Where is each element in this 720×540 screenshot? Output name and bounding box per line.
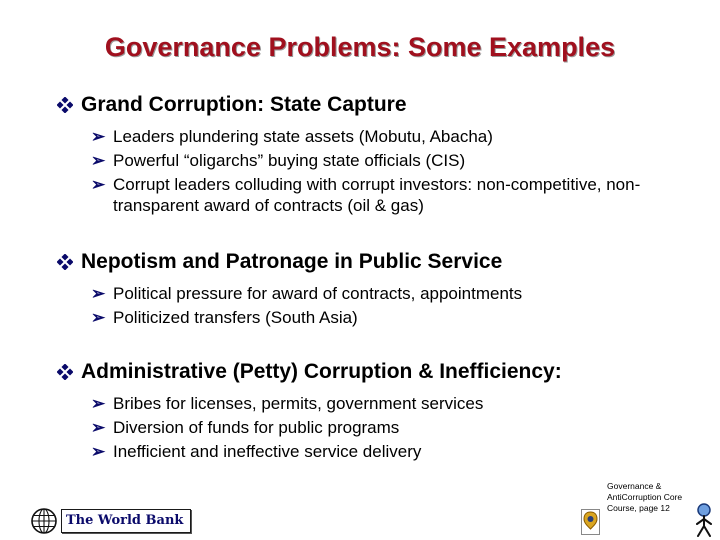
gold-seal-icon	[581, 509, 600, 535]
section-heading	[57, 360, 673, 384]
course-line: Governance &	[607, 481, 662, 491]
list-item	[91, 417, 673, 438]
list-item-text: Bribes for licenses, permits, government services	[113, 394, 484, 413]
list-item	[91, 393, 673, 414]
list-item	[91, 150, 673, 171]
arrowhead-icon: ➢	[91, 175, 106, 194]
list-item-text: Politicized transfers (South Asia)	[113, 308, 358, 327]
section-heading	[57, 93, 673, 117]
diamond-bullet-icon	[57, 360, 81, 380]
list-item-text: Powerful “oligarchs” buying state officials (CIS)	[113, 151, 466, 170]
slide-title: Governance Problems: Some Examples	[104, 32, 616, 62]
bullet-list	[57, 283, 673, 328]
list-item	[91, 283, 673, 304]
list-item-text: Political pressure for award of contracts, appointments	[113, 284, 523, 303]
world-bank-globe-icon	[31, 508, 57, 534]
bullet-list	[57, 393, 673, 462]
arrowhead-icon: ➢	[91, 442, 106, 461]
arrowhead-icon: ➢	[91, 308, 106, 327]
arrowhead-icon: ➢	[91, 284, 106, 303]
org-name: The World Bank	[61, 509, 191, 533]
diamond-bullet-icon	[57, 93, 81, 113]
course-label	[607, 481, 693, 514]
list-item-text: Leaders plundering state assets (Mobutu, Abacha)	[113, 127, 493, 146]
list-item-text: Diversion of funds for public programs	[113, 418, 400, 437]
section-heading-text: Administrative (Petty) Corruption & Inefficiency:	[81, 360, 562, 383]
arrowhead-icon: ➢	[91, 151, 106, 170]
arrowhead-icon: ➢	[91, 418, 106, 437]
list-item	[91, 441, 673, 462]
section-heading-text: Nepotism and Patronage in Public Service	[81, 250, 503, 273]
section-nepotism	[57, 250, 673, 331]
section-grand-corruption	[57, 93, 673, 219]
arrowhead-icon: ➢	[91, 394, 106, 413]
list-item-text: Corrupt leaders colluding with corrupt investors: non-competitive, non-transparent award of contracts (oil & gas)	[113, 175, 641, 215]
course-footer	[581, 481, 715, 537]
bullet-list	[57, 126, 673, 216]
diamond-bullet-icon	[57, 250, 81, 270]
section-heading	[57, 250, 673, 274]
section-heading-text: Grand Corruption: State Capture	[81, 93, 407, 116]
arrowhead-icon: ➢	[91, 127, 106, 146]
list-item	[91, 126, 673, 147]
walking-figure-icon	[694, 503, 714, 537]
course-line: AntiCorruption Core	[607, 492, 683, 502]
list-item	[91, 307, 673, 328]
world-bank-logo	[31, 508, 191, 534]
section-administrative	[57, 360, 673, 465]
list-item	[91, 174, 673, 216]
course-line: Course, page 12	[607, 503, 670, 513]
list-item-text: Inefficient and ineffective service delivery	[113, 442, 422, 461]
